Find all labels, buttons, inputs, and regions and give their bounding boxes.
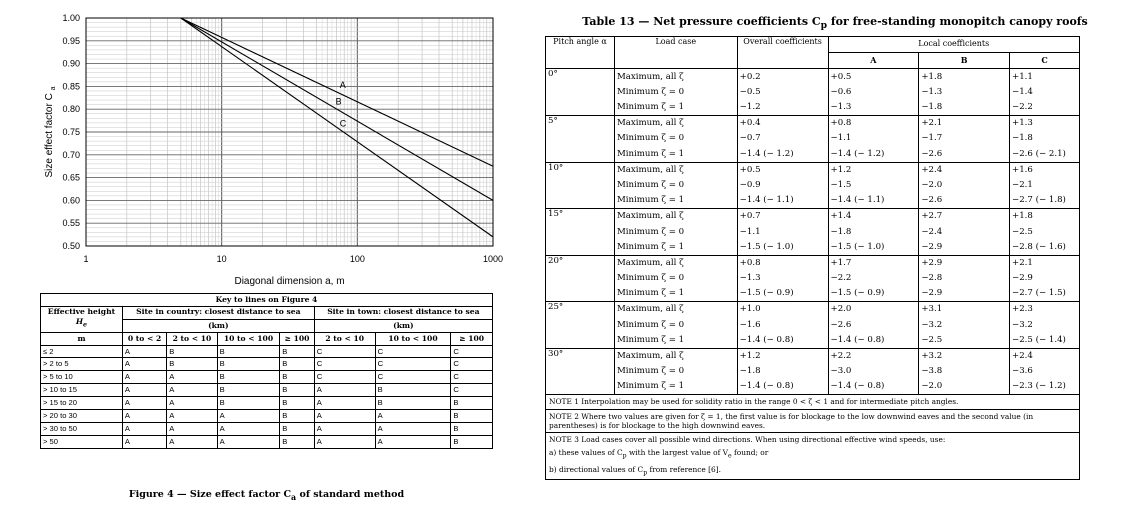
t13-load-case: Maximum, all ζ	[614, 69, 737, 85]
t13-value-cell: −1.5	[828, 178, 919, 193]
key-table-row	[41, 410, 493, 423]
key-height-cell: ≤ 2	[41, 345, 123, 358]
key-town-cell: B	[451, 435, 493, 448]
t13-value-cell: −2.9	[919, 286, 1010, 302]
t13-load-case: Minimum ζ = 0	[614, 131, 737, 146]
t13-value-cell: −2.8	[919, 271, 1010, 286]
table13-title-suffix: for free-standing monopitch canopy roofs	[827, 15, 1088, 28]
x-tick-label: 100	[349, 254, 365, 264]
key-town-cell: C	[375, 345, 451, 358]
t13-note2: NOTE 2 Where two values are given for ζ = 1, the first value is for blockage to the low downwind eaves and the second value (in parentheses) is for blockage to the high downwind eaves.	[546, 409, 1080, 432]
t13-value-cell: +2.4	[1010, 348, 1080, 364]
t13-value-cell: −3.8	[919, 364, 1010, 379]
key-table-body	[41, 345, 493, 448]
key-town-cell: C	[375, 358, 451, 371]
y-tick-label: 0.95	[62, 35, 80, 46]
t13-row	[546, 317, 1080, 332]
t13-pitch-cell: 15°	[546, 209, 615, 256]
t13-row	[546, 271, 1080, 286]
key-table-row	[41, 358, 493, 371]
t13-col-c: C	[1010, 53, 1080, 69]
key-height-cell: > 2 to 5	[41, 358, 123, 371]
y-axis-label-subscript: a	[50, 86, 57, 91]
t13-value-cell: +3.1	[919, 302, 1010, 318]
t13-note3	[546, 432, 1080, 480]
t13-pitch-cell: 30°	[546, 348, 615, 395]
key-country-cell: A	[122, 384, 166, 397]
series-label-c: C	[339, 118, 347, 129]
t13-value-cell: −1.5 (− 0.9)	[737, 286, 828, 302]
t13-note3b-suffix: from reference [6].	[647, 464, 721, 474]
t13-value-cell: +1.6	[1010, 162, 1080, 178]
t13-value-cell: −1.4 (− 1.2)	[828, 146, 919, 162]
key-table-row	[41, 371, 493, 384]
t13-value-cell: +1.2	[828, 162, 919, 178]
t13-load-case: Maximum, all ζ	[614, 162, 737, 178]
t13-value-cell: +2.3	[1010, 302, 1080, 318]
key-height-cell: > 10 to 15	[41, 384, 123, 397]
y-tick-label: 0.50	[62, 241, 80, 251]
t13-value-cell: +1.8	[1010, 209, 1080, 225]
t13-value-cell: −2.2	[1010, 100, 1080, 116]
key-col-town: Site in town: closest distance to sea	[314, 306, 492, 319]
t13-value-cell: +1.7	[828, 255, 919, 271]
key-town-cell: C	[451, 371, 493, 384]
key-table-row	[41, 435, 493, 448]
t13-value-cell: −1.3	[828, 100, 919, 116]
t13-value-cell: −1.5 (− 1.0)	[737, 239, 828, 255]
t13-note3a-sub2: e	[728, 452, 732, 460]
t13-load-case: Maximum, all ζ	[614, 348, 737, 364]
t13-value-cell: +0.4	[737, 115, 828, 131]
t13-load-case: Minimum ζ = 1	[614, 333, 737, 349]
key-country-cell: A	[122, 345, 166, 358]
key-country-cell: B	[280, 384, 314, 397]
x-axis-label: Diagonal dimension a, m	[234, 276, 345, 287]
t13-value-cell: −1.8	[737, 364, 828, 379]
key-country-cell: B	[280, 410, 314, 423]
t13-row	[546, 302, 1080, 318]
t13-note3-a	[549, 448, 1076, 461]
key-range-country: 10 to < 100	[217, 332, 280, 345]
t13-value-cell: −3.0	[828, 364, 919, 379]
t13-value-cell: −3.2	[919, 317, 1010, 332]
key-town-cell: C	[314, 358, 375, 371]
t13-pitch-cell: 10°	[546, 162, 615, 209]
y-tick-label: 0.75	[62, 127, 80, 137]
key-col-country: Site in country: closest distance to sea	[122, 306, 314, 319]
t13-load-case: Minimum ζ = 0	[614, 178, 737, 193]
t13-value-cell: +1.4	[828, 209, 919, 225]
key-town-cell: C	[451, 345, 493, 358]
y-tick-label: 0.85	[62, 81, 80, 92]
key-country-cell: B	[217, 397, 280, 410]
t13-value-cell: −1.4 (− 0.8)	[828, 333, 919, 349]
t13-note3a-sub1: p	[622, 452, 627, 460]
key-town-cell: A	[375, 435, 451, 448]
t13-value-cell: −1.8	[828, 224, 919, 239]
key-town-cell: A	[314, 397, 375, 410]
series-label-b: B	[335, 96, 342, 107]
t13-value-cell: −3.6	[1010, 364, 1080, 379]
t13-value-cell: −1.4 (− 1.1)	[737, 193, 828, 209]
t13-note3-text: NOTE 3 Load cases cover all possible wind directions. When using directional effective wind speeds, use:	[549, 434, 946, 444]
t13-row	[546, 85, 1080, 100]
t13-pitch-cell: 0°	[546, 69, 615, 116]
t13-value-cell: +2.0	[828, 302, 919, 318]
t13-value-cell: −1.8	[1010, 131, 1080, 146]
t13-load-case: Minimum ζ = 0	[614, 224, 737, 239]
t13-value-cell: −2.4	[919, 224, 1010, 239]
t13-row	[546, 286, 1080, 302]
t13-load-case: Minimum ζ = 1	[614, 100, 737, 116]
t13-value-cell: −2.5	[1010, 224, 1080, 239]
t13-value-cell: −3.2	[1010, 317, 1080, 332]
t13-load-case: Minimum ζ = 1	[614, 286, 737, 302]
t13-load-case: Minimum ζ = 0	[614, 317, 737, 332]
t13-load-case: Maximum, all ζ	[614, 115, 737, 131]
t13-load-case: Minimum ζ = 0	[614, 271, 737, 286]
key-country-cell: B	[217, 358, 280, 371]
key-table-row	[41, 397, 493, 410]
y-tick-label: 0.70	[62, 149, 80, 160]
t13-value-cell: −2.9	[919, 239, 1010, 255]
t13-value-cell: −0.9	[737, 178, 828, 193]
key-country-cell: A	[167, 422, 217, 435]
t13-value-cell: −2.8 (− 1.6)	[1010, 239, 1080, 255]
t13-value-cell: −1.4 (− 0.8)	[828, 379, 919, 395]
key-town-cell: B	[375, 397, 451, 410]
key-height-cell: > 15 to 20	[41, 397, 123, 410]
t13-row	[546, 69, 1080, 85]
key-town-cell: A	[314, 410, 375, 423]
t13-value-cell: +2.1	[1010, 255, 1080, 271]
key-country-cell: B	[167, 345, 217, 358]
t13-value-cell: +0.5	[828, 69, 919, 85]
figure-caption-suffix: of standard method	[296, 489, 405, 500]
key-town-cell: A	[314, 422, 375, 435]
t13-value-cell: −1.4 (− 1.2)	[737, 146, 828, 162]
key-town-cell: B	[451, 422, 493, 435]
key-country-cell: B	[280, 435, 314, 448]
key-country-cell: B	[217, 371, 280, 384]
table13-title-prefix: Table 13 — Net pressure coefficients C	[582, 15, 821, 28]
key-country-cell: A	[167, 435, 217, 448]
t13-pitch-cell: 5°	[546, 115, 615, 162]
key-country-cell: A	[122, 358, 166, 371]
t13-note3b-sub: p	[643, 469, 648, 477]
t13-value-cell: −2.0	[919, 379, 1010, 395]
t13-value-cell: −2.9	[1010, 271, 1080, 286]
t13-row	[546, 379, 1080, 395]
t13-col-overall: Overall coefficients	[737, 37, 828, 69]
t13-row	[546, 100, 1080, 116]
key-town-cell: A	[375, 422, 451, 435]
t13-load-case: Minimum ζ = 1	[614, 146, 737, 162]
key-country-cell: B	[217, 345, 280, 358]
t13-col-a: A	[828, 53, 919, 69]
t13-pitch-cell: 20°	[546, 255, 615, 302]
t13-col-local: Local coefficients	[828, 37, 1080, 53]
key-table-row	[41, 384, 493, 397]
t13-value-cell: −2.6	[919, 146, 1010, 162]
key-country-cell: A	[122, 410, 166, 423]
key-town-cell: A	[375, 410, 451, 423]
key-col-effective-height-sub: e	[83, 321, 88, 329]
key-country-cell: B	[280, 345, 314, 358]
key-country-cell: A	[167, 410, 217, 423]
t13-value-cell: −0.7	[737, 131, 828, 146]
key-height-cell: > 30 to 50	[41, 422, 123, 435]
t13-value-cell: −2.5 (− 1.4)	[1010, 333, 1080, 349]
t13-value-cell: −2.0	[919, 178, 1010, 193]
t13-value-cell: −2.6	[828, 317, 919, 332]
key-unit-km-country: (km)	[122, 319, 314, 332]
t13-note3a-prefix: a) these values of C	[549, 448, 623, 458]
key-country-cell: A	[122, 371, 166, 384]
x-tick-label: 10	[216, 254, 227, 264]
key-town-cell: C	[451, 358, 493, 371]
key-table-row	[41, 422, 493, 435]
key-unit-m: m	[41, 332, 123, 345]
t13-row	[546, 178, 1080, 193]
key-table-title: Key to lines on Figure 4	[41, 294, 493, 307]
t13-value-cell: −2.5	[919, 333, 1010, 349]
t13-value-cell: −1.7	[919, 131, 1010, 146]
key-town-cell: C	[314, 371, 375, 384]
key-height-cell: > 20 to 30	[41, 410, 123, 423]
key-town-cell: C	[314, 345, 375, 358]
t13-note3a-mid: with the largest value of V	[626, 448, 729, 458]
key-country-cell: A	[217, 410, 280, 423]
table13-title-sub: p	[820, 20, 828, 32]
t13-value-cell: +1.2	[737, 348, 828, 364]
t13-load-case: Minimum ζ = 1	[614, 239, 737, 255]
x-tick-label: 1	[83, 254, 89, 264]
t13-value-cell: −2.6	[919, 193, 1010, 209]
key-range-town: 10 to < 100	[375, 332, 451, 345]
t13-value-cell: +1.1	[1010, 69, 1080, 85]
t13-value-cell: −2.7 (− 1.8)	[1010, 193, 1080, 209]
figure-caption-sub: a	[291, 492, 297, 502]
t13-note1: NOTE 1 Interpolation may be used for solidity ratio in the range 0 < ζ < 1 and for intermediate pitch angles.	[546, 395, 1080, 409]
t13-value-cell: −2.7 (− 1.5)	[1010, 286, 1080, 302]
t13-value-cell: +2.1	[919, 115, 1010, 131]
t13-load-case: Maximum, all ζ	[614, 302, 737, 318]
t13-load-case: Minimum ζ = 1	[614, 379, 737, 395]
key-table	[40, 293, 493, 449]
t13-load-case: Minimum ζ = 0	[614, 364, 737, 379]
t13-row	[546, 131, 1080, 146]
t13-value-cell: +1.0	[737, 302, 828, 318]
key-country-cell: B	[167, 358, 217, 371]
t13-value-cell: −1.1	[828, 131, 919, 146]
key-country-cell: A	[122, 435, 166, 448]
y-tick-label: 0.80	[62, 104, 80, 115]
t13-value-cell: +2.7	[919, 209, 1010, 225]
t13-value-cell: −1.3	[919, 85, 1010, 100]
key-range-country: 0 to < 2	[122, 332, 166, 345]
series-line-a	[181, 18, 493, 166]
key-col-effective-height-label: Effective height	[47, 306, 116, 316]
key-range-town: ≥ 100	[451, 332, 493, 345]
t13-value-cell: −2.3 (− 1.2)	[1010, 379, 1080, 395]
key-table-row	[41, 345, 493, 358]
figure-caption	[40, 489, 493, 502]
t13-value-cell: +1.3	[1010, 115, 1080, 131]
key-country-cell: A	[122, 422, 166, 435]
key-country-cell: B	[280, 422, 314, 435]
t13-value-cell: +2.9	[919, 255, 1010, 271]
t13-value-cell: +0.8	[737, 255, 828, 271]
key-town-cell: A	[314, 435, 375, 448]
t13-value-cell: −0.5	[737, 85, 828, 100]
t13-value-cell: −2.2	[828, 271, 919, 286]
t13-load-case: Minimum ζ = 0	[614, 85, 737, 100]
t13-value-cell: +0.5	[737, 162, 828, 178]
t13-value-cell: −1.4 (− 0.8)	[737, 333, 828, 349]
t13-value-cell: +2.4	[919, 162, 1010, 178]
t13-row	[546, 348, 1080, 364]
key-country-cell: A	[167, 371, 217, 384]
t13-value-cell: −1.2	[737, 100, 828, 116]
t13-value-cell: +0.2	[737, 69, 828, 85]
key-town-cell: B	[375, 384, 451, 397]
t13-note3a-suffix: found; or	[731, 448, 769, 458]
key-country-cell: A	[217, 422, 280, 435]
t13-row	[546, 162, 1080, 178]
key-country-cell: B	[280, 371, 314, 384]
t13-value-cell: −0.6	[828, 85, 919, 100]
t13-col-pitch: Pitch angle α	[546, 37, 615, 69]
key-town-cell: A	[314, 384, 375, 397]
size-effect-chart	[0, 0, 520, 290]
t13-pitch-cell: 25°	[546, 302, 615, 349]
key-country-cell: A	[217, 435, 280, 448]
series-label-a: A	[339, 80, 346, 91]
t13-note3-b	[549, 465, 1076, 478]
t13-value-cell: −1.4 (− 1.1)	[828, 193, 919, 209]
t13-row	[546, 333, 1080, 349]
table13-title	[545, 15, 1125, 31]
t13-value-cell: +1.8	[919, 69, 1010, 85]
t13-row	[546, 239, 1080, 255]
y-axis-label-main: Size effect factor C	[44, 90, 55, 178]
key-country-cell: B	[280, 358, 314, 371]
t13-col-load: Load case	[614, 37, 737, 69]
t13-value-cell: −1.3	[737, 271, 828, 286]
y-tick-label: 1.00	[62, 13, 80, 23]
t13-note3b-prefix: b) directional values of C	[549, 464, 644, 474]
key-height-cell: > 50	[41, 435, 123, 448]
t13-row	[546, 193, 1080, 209]
t13-value-cell: −2.1	[1010, 178, 1080, 193]
figure-caption-prefix: Figure 4 — Size effect factor C	[128, 489, 292, 500]
t13-row	[546, 115, 1080, 131]
chart-svg	[0, 0, 520, 290]
key-range-town: 2 to < 10	[314, 332, 375, 345]
y-tick-label: 0.55	[62, 218, 80, 229]
y-tick-label: 0.90	[62, 58, 80, 69]
table13-body	[546, 69, 1080, 395]
y-tick-label: 0.60	[62, 195, 80, 206]
t13-value-cell: +0.7	[737, 209, 828, 225]
key-country-cell: A	[167, 384, 217, 397]
key-country-cell: B	[280, 397, 314, 410]
t13-value-cell: −1.5 (− 1.0)	[828, 239, 919, 255]
key-range-country: 2 to < 10	[167, 332, 217, 345]
key-col-effective-height-symbol: H	[75, 316, 84, 326]
x-tick-label: 1000	[482, 254, 504, 264]
t13-value-cell: −1.1	[737, 224, 828, 239]
key-height-cell: > 5 to 10	[41, 371, 123, 384]
y-tick-label: 0.65	[62, 172, 80, 183]
key-unit-km-town: (km)	[314, 319, 492, 332]
key-range-country: ≥ 100	[280, 332, 314, 345]
t13-value-cell: +2.2	[828, 348, 919, 364]
t13-value-cell: −1.4	[1010, 85, 1080, 100]
y-axis-label	[44, 86, 57, 177]
t13-row	[546, 209, 1080, 225]
table13	[545, 36, 1080, 480]
key-town-cell: C	[451, 384, 493, 397]
t13-row	[546, 364, 1080, 379]
key-town-cell: B	[451, 410, 493, 423]
t13-value-cell: −2.6 (− 2.1)	[1010, 146, 1080, 162]
key-col-effective-height	[41, 306, 123, 332]
key-country-cell: B	[217, 384, 280, 397]
t13-row	[546, 224, 1080, 239]
t13-row	[546, 255, 1080, 271]
key-town-cell: C	[375, 371, 451, 384]
t13-value-cell: +3.2	[919, 348, 1010, 364]
t13-load-case: Maximum, all ζ	[614, 255, 737, 271]
t13-load-case: Minimum ζ = 1	[614, 193, 737, 209]
t13-col-b: B	[919, 53, 1010, 69]
key-town-cell: B	[451, 397, 493, 410]
t13-value-cell: −1.8	[919, 100, 1010, 116]
key-country-cell: A	[167, 397, 217, 410]
t13-value-cell: −1.5 (− 0.9)	[828, 286, 919, 302]
key-country-cell: A	[122, 397, 166, 410]
t13-value-cell: −1.4 (− 0.8)	[737, 379, 828, 395]
t13-row	[546, 146, 1080, 162]
t13-load-case: Maximum, all ζ	[614, 209, 737, 225]
t13-value-cell: −1.6	[737, 317, 828, 332]
t13-value-cell: +0.8	[828, 115, 919, 131]
